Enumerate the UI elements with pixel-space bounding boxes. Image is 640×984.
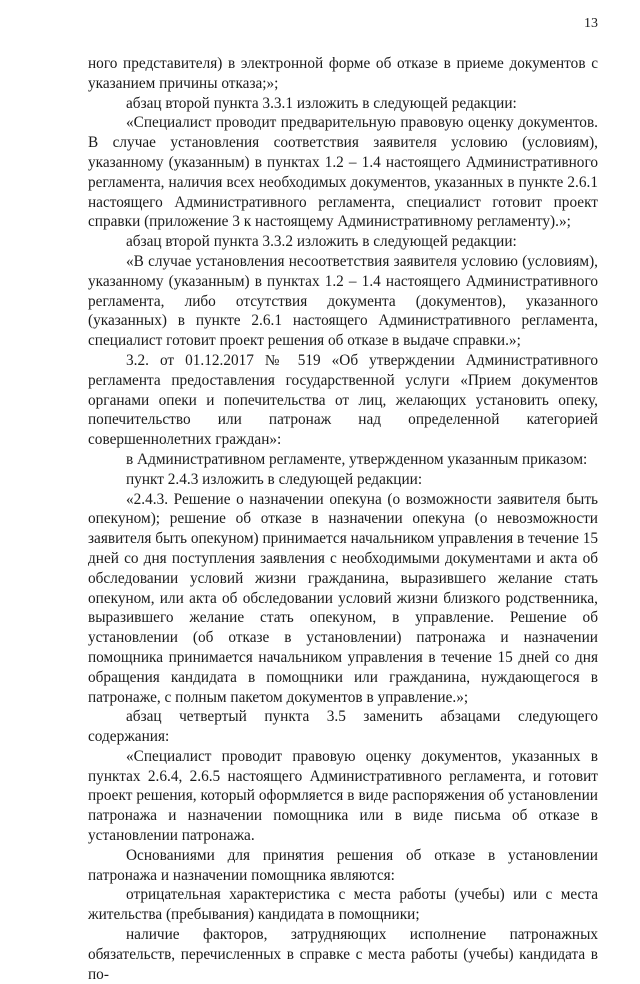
paragraph: отрицательная характеристика с места работы (учебы) или с места жительства (пребывания) кандидата в помощники; [88,886,598,924]
paragraph: «В случае установления несоответствия заявителя условию (условиям), указанному (указанным) в пунктах 1.2 – 1.4 настоящего Административного регламента, либо отсутствия документа (документов), указанного (указанных) в пункте 2.6.1 настоящего Административного регламента, специалист готовит проект решения об отказе в выдаче справки.»; [88,252,598,350]
paragraph: «Специалист проводит предварительную правовую оценку документов. В случае установления соответствия заявителя условию (условиям), указанному (указанным) в пунктах 1.2 – 1.4 настоящего Административного регламента, наличия всех необходимых документов, указанных в пункте 2.6.1 настоящего Административного регламента, специалист готовит проект справки (приложение 3 к настоящему Административному регламенту).»; [88,114,598,231]
paragraph: «2.4.3. Решение о назначении опекуна (о возможности заявителя быть опекуном); решение об отказе в назначении опекуна (о невозможности заявителя быть опекуном) принимается начальником управления в течение 15 дней со дня поступления заявления с необходимыми документами и акта об обследовании условий жизни гражданина, выразившего желание стать опекуном, или акта об обследовании условий жизни близкого родственника, выразившего желание стать опекуном, в управление. Решение об установлении (об отказе в установлении) патронажа и назначении помощника принимается начальником управления в течение 15 дней со дня обращения кандидата в помощники или гражданина, нуждающегося в патронаже, с полным пакетом документов в управление.»; [88,490,598,706]
paragraph: 3.2. от 01.12.2017 № 519 «Об утверждении Административного регламента предоставления государственной услуги «Прием документов органами опеки и попечительства от лиц, желающих установить опеку, попечительство или патронаж над определенной категорией совершеннолетних граждан»: [88,351,598,449]
paragraph: абзац четвертый пункта 3.5 заменить абзацами следующего содержания: [88,708,598,746]
paragraph: ного представителя) в электронной форме об отказе в приеме документов с указанием причины отказа;»; [88,55,598,92]
paragraph: пункт 2.4.3 изложить в следующей редакции: [126,470,423,488]
page-number: 13 [584,16,598,31]
paragraph: «Специалист проводит правовую оценку документов, указанных в пунктах 2.6.4, 2.6.5 настоящего Административного регламента, и готовит проект решения, который оформляется в виде распоряжения об установлении патронажа и назначении помощника или в виде письма об отказе в установлении патронажа. [88,747,598,845]
paragraph: в Административном регламенте, утвержденном указанным приказом: [126,450,588,468]
paragraph: наличие факторов, затрудняющих исполнение патронажных обязательств, перечисленных в справке с места работы (учебы) кандидата в по- [88,926,598,983]
paragraph: абзац второй пункта 3.3.2 изложить в следующей редакции: [126,233,517,251]
paragraph: абзац второй пункта 3.3.1 изложить в следующей редакции: [126,94,517,112]
document-body [88,54,598,984]
paragraph: Основаниями для принятия решения об отказе в установлении патронажа и назначении помощника являются: [88,846,598,884]
